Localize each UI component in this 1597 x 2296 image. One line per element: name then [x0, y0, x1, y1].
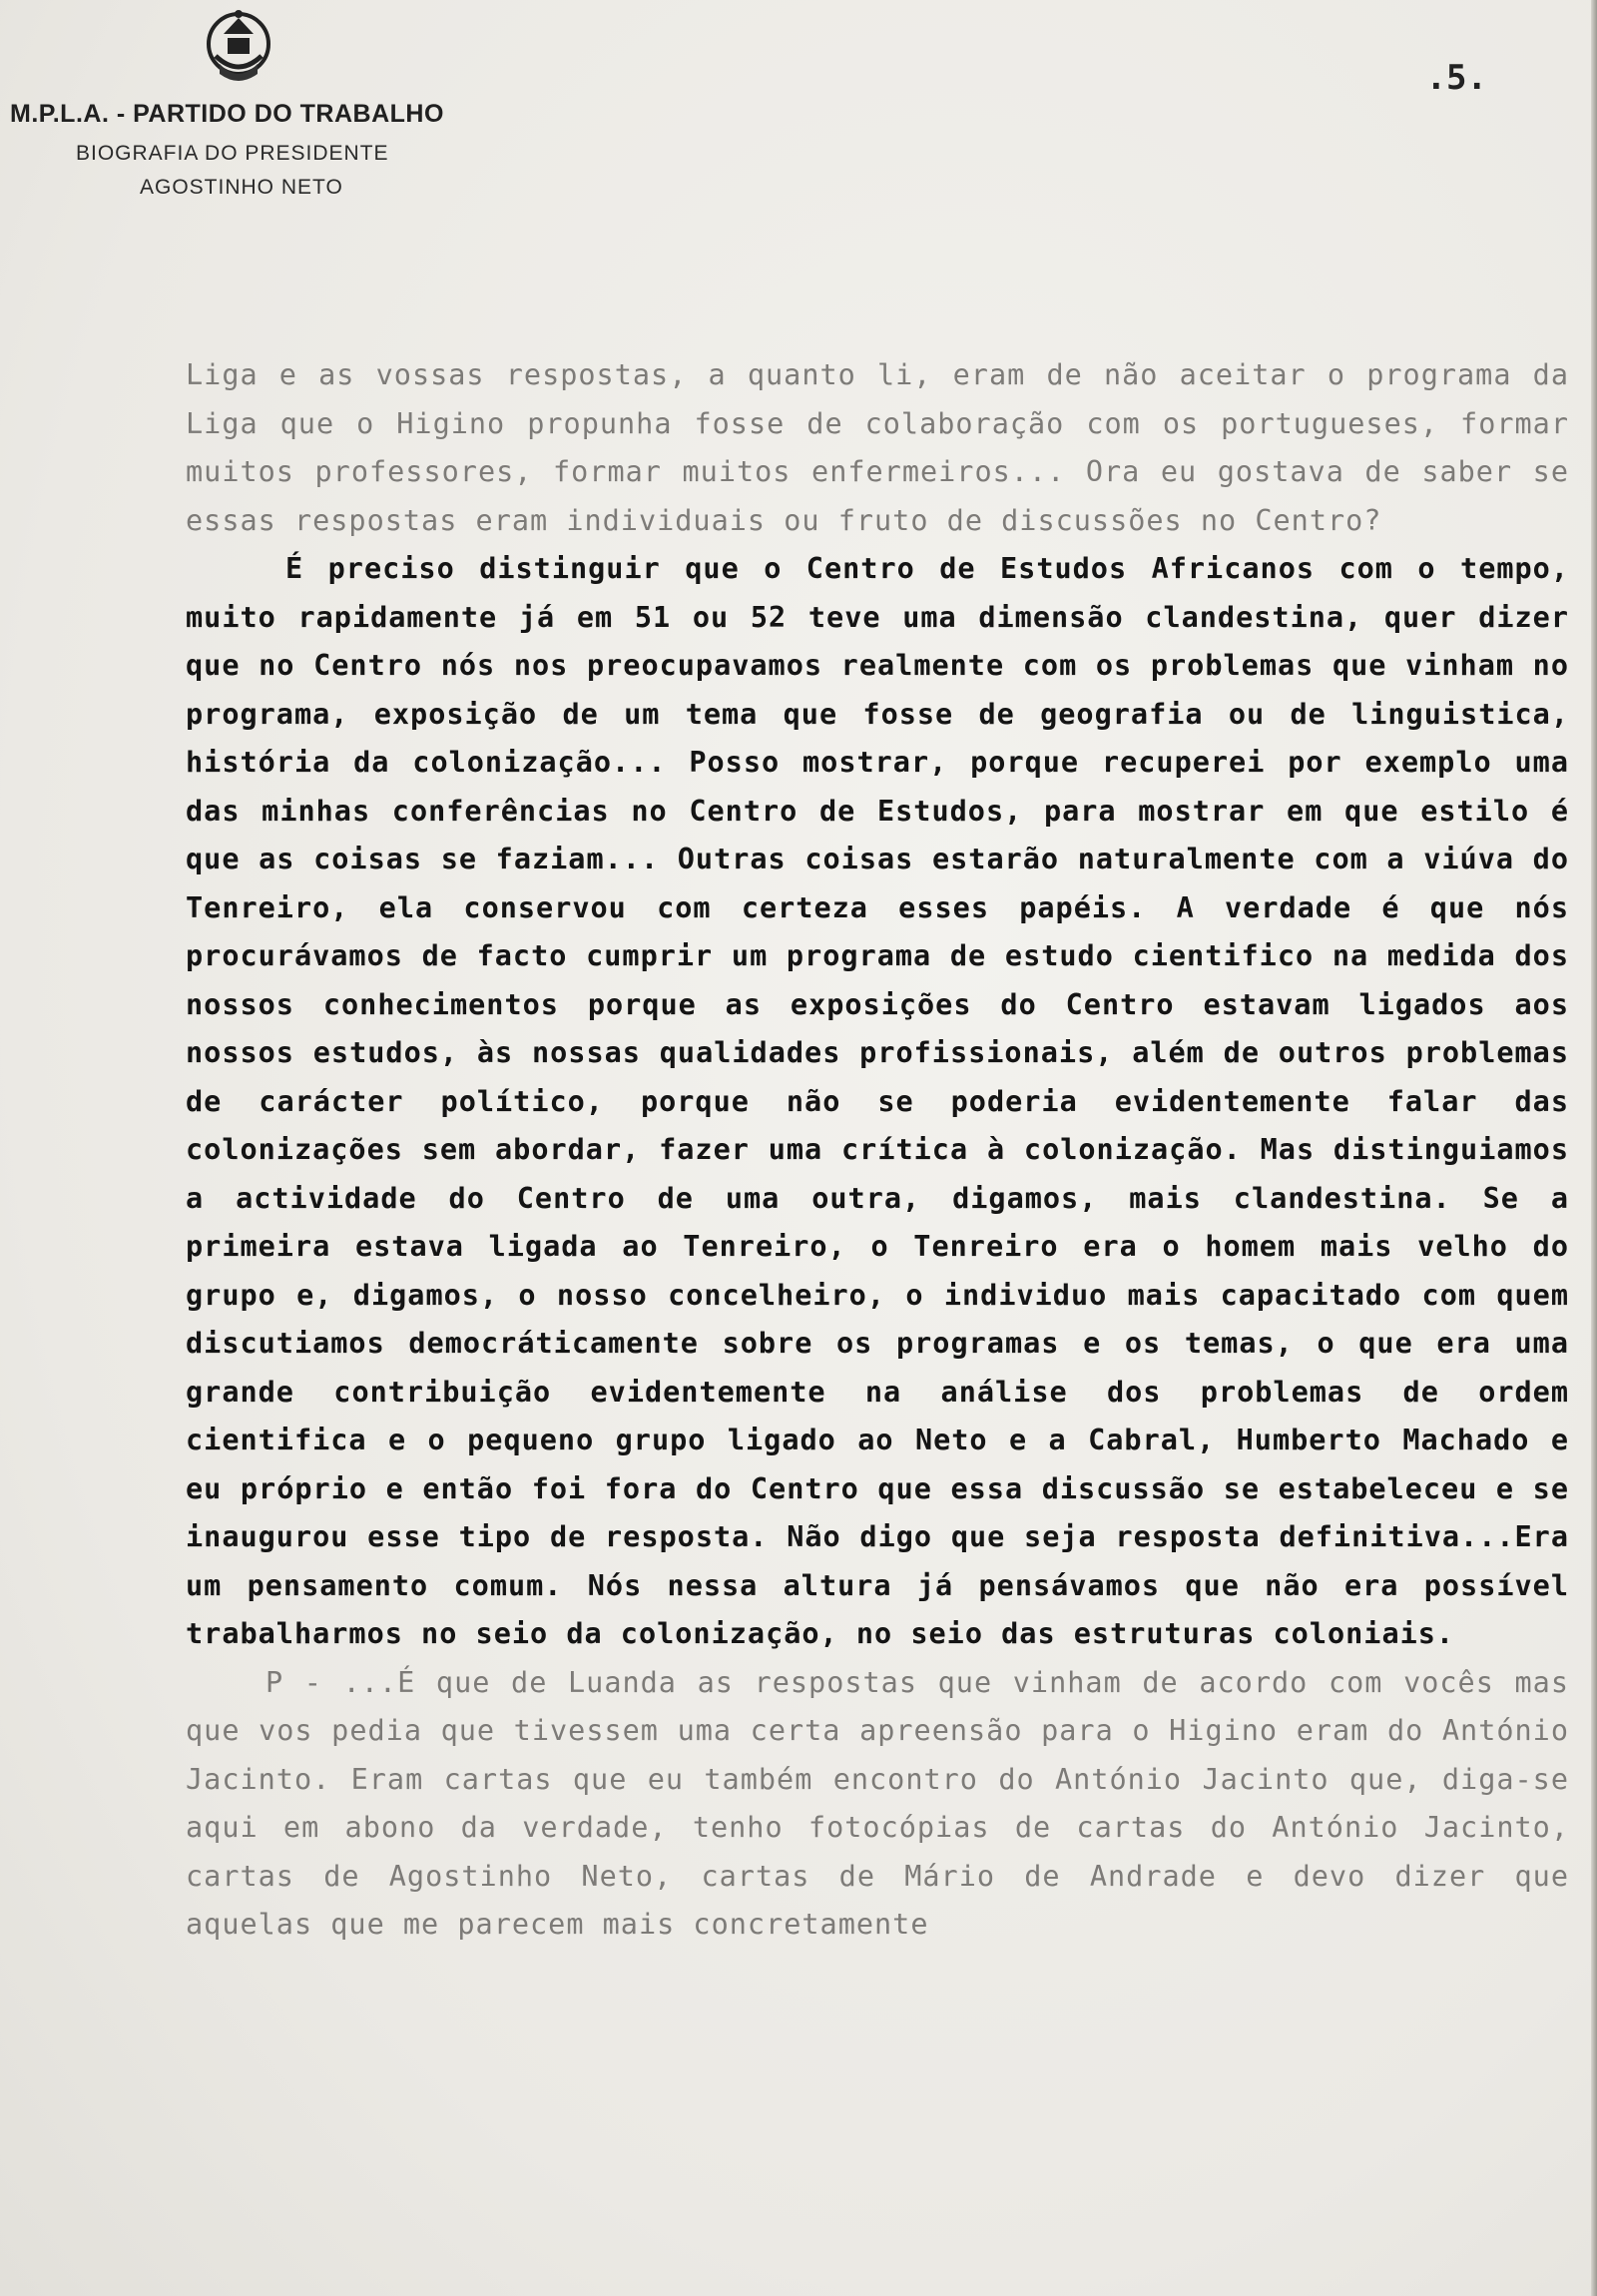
document-title-line1: BIOGRAFIA DO PRESIDENTE: [76, 142, 389, 165]
paragraph-answer: É preciso distinguir que o Centro de Estudos Africanos com o tempo, muito rapidamente já em 51 ou 52 teve uma dimensão clandestina, quer dizer que no Centro nós nos preocupavamos realmente com os problemas que vinham no programa, exposição de um tema que fosse de geografia ou de linguistica, história da colonização... Posso mostrar, porque recuperei por exemplo uma das minhas conferências no Centro de Estudos, para mostrar em que estilo é que as coisas se faziam... Outras coisas estarão naturalmente com a viúva do Tenreiro, ela conservou com certeza esses papéis. A verdade é que nós procurávamos de facto cumprir um programa de estudo cientifico na medida dos nossos conhecimentos porque as exposições do Centro estavam ligados aos nossos estudos, às nossas qualidades profissionais, além de outros problemas de carácter político, porque não se poderia evidentemente falar das colonizações sem abordar, fazer uma crítica à colonização. Mas distinguiamos a actividade do Centro de uma outra, digamos, mais clandestina. Se a primeira estava ligada ao Tenreiro, o Tenreiro era o homem mais velho do grupo e, digamos, o nosso concelheiro, o individuo mais capacitado com quem discutiamos democráticamente sobre os programas e os temas, o que era uma grande contribuição evidentemente na análise dos problemas de ordem cientifica e o pequeno grupo ligado ao Neto e a Cabral, Humberto Machado e eu próprio e então foi fora do Centro que essa discussão se estabeleceu e se inaugurou esse tipo de resposta. Não digo que seja resposta definitiva...Era um pensamento comum. Nós nessa altura já pensávamos que não era possível trabalharmos no seio da colonização, no seio das estruturas coloniais.: [186, 552, 1569, 1650]
page-number: .5.: [1425, 58, 1487, 98]
page-edge: [1591, 0, 1597, 2296]
organization-name: M.P.L.A. - PARTIDO DO TRABALHO: [10, 100, 444, 128]
mpla-emblem-icon: [204, 4, 273, 88]
body-text: [186, 351, 1569, 1950]
paragraph-question: Liga e as vossas respostas, a quanto li, eram de não aceitar o programa da Liga que o Higino propunha fosse de colaboração com os portugueses, formar muitos professores, formar muitos enfermeiros... Ora eu gostava de saber se essas respostas eram individuais ou fruto de discussões no Centro?: [186, 358, 1569, 537]
paragraph-followup-question: P - ...É que de Luanda as respostas que vinham de acordo com vocês mas que vos pedia que tivessem uma certa apreensão para o Higino eram do António Jacinto. Eram cartas que eu também encontro do António Jacinto que, diga-se aqui em abono da verdade, tenho fotocópias de cartas do António Jacinto, cartas de Agostinho Neto, cartas de Mário de Andrade e devo dizer que aquelas que me parecem mais concretamente: [186, 1665, 1569, 1941]
document-title-line2: AGOSTINHO NETO: [140, 176, 343, 199]
